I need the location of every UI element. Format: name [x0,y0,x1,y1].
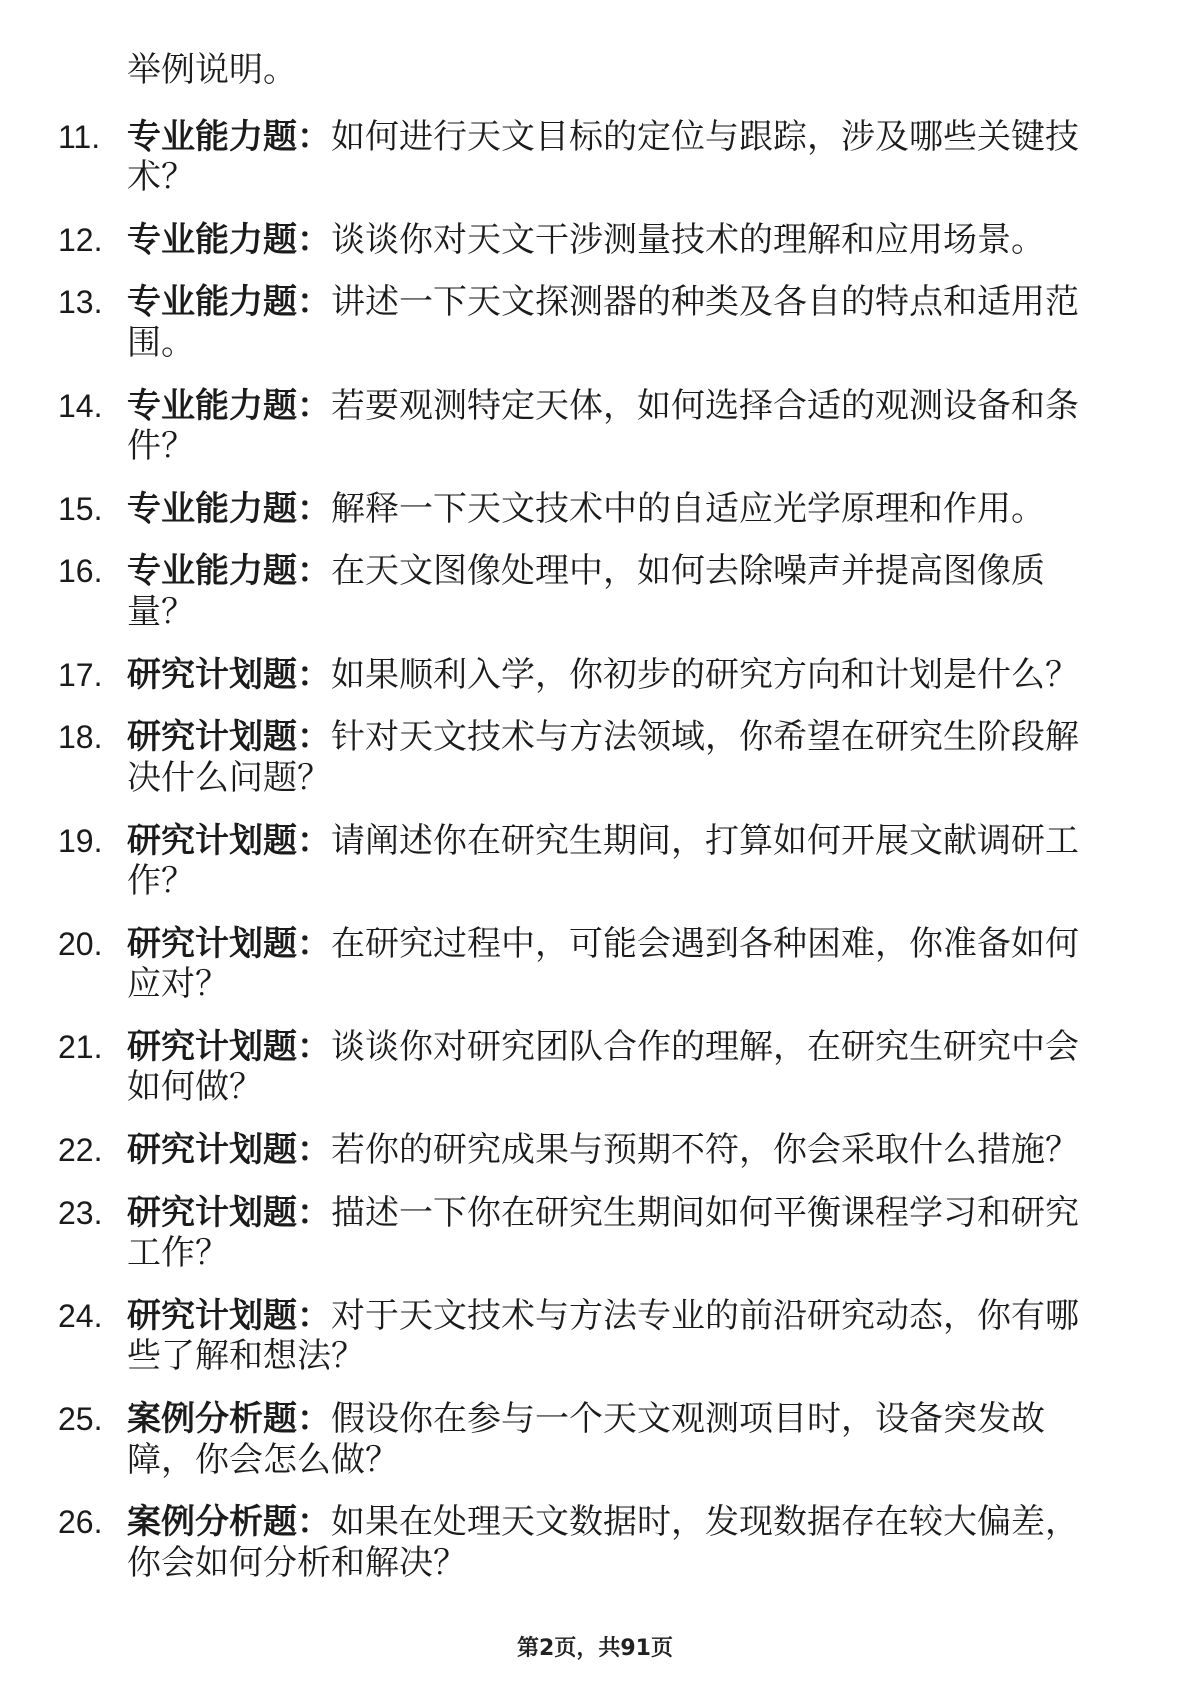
question-category: 专业能力题： [127,488,331,529]
question-category: 研究计划题： [127,820,331,861]
question-category: 专业能力题： [127,551,331,592]
question-number: 21. [58,1028,103,1065]
question-category: 研究计划题： [127,654,331,695]
question-category: 专业能力题： [127,219,331,260]
continuation-text: 举例说明。 [127,50,297,90]
question-number: 18. [58,719,103,756]
question-item [58,219,1087,261]
question-category: 研究计划题： [127,923,331,964]
question-text: 若要观测特定天体，如何选择合适的观测设备和条件？ [127,385,1079,467]
question-item [58,385,1087,467]
question-number: 25. [58,1401,103,1438]
question-category: 研究计划题： [127,717,331,758]
question-category: 案例分析题： [127,1502,331,1543]
question-text: 谈谈你对天文干涉测量技术的理解和应用场景。 [331,219,1045,260]
question-item [58,551,1087,632]
question-text: 在研究过程中，可能会遇到各种困难，你准备如何应对？ [127,923,1079,1005]
question-number: 23. [58,1194,103,1231]
question-text: 描述一下你在研究生期间如何平衡课程学习和研究工作？ [127,1192,1079,1274]
question-item [58,923,1087,1005]
question-text: 假设你在参与一个天文观测项目时，设备突发故障，你会怎么做？ [127,1399,1045,1480]
question-category: 专业能力题： [127,282,331,323]
question-number: 26. [58,1504,103,1541]
question-number: 12. [58,221,103,258]
document-body [0,50,1190,1606]
question-item [58,654,1087,696]
question-item [58,1192,1087,1274]
question-category: 研究计划题： [127,1026,331,1067]
question-category: 研究计划题： [127,1295,331,1336]
question-text: 如果在处理天文数据时，发现数据存在较大偏差，你会如何分析和解决？ [127,1502,1079,1583]
question-text: 对于天文技术与方法专业的前沿研究动态，你有哪些了解和想法？ [127,1295,1079,1377]
question-item [58,116,1087,198]
question-item [58,1130,1087,1171]
question-item [58,1026,1087,1108]
question-number: 15. [58,490,103,527]
question-number: 11. [58,118,101,155]
question-category: 专业能力题： [127,385,331,426]
question-item [58,1399,1087,1480]
question-text: 针对天文技术与方法领域，你希望在研究生阶段解决什么问题？ [127,717,1079,798]
question-category: 专业能力题： [127,116,331,157]
question-item [58,282,1087,363]
question-item [58,820,1087,902]
question-category: 案例分析题： [127,1399,331,1440]
question-number: 17. [58,656,103,693]
question-number: 14. [58,387,103,424]
question-item [58,1295,1087,1377]
question-text: 请阐述你在研究生期间，打算如何开展文献调研工作？ [127,820,1079,901]
question-number: 13. [58,284,103,321]
question-item [58,1502,1087,1583]
question-number: 19. [58,822,103,859]
question-category: 研究计划题： [127,1130,331,1171]
question-number: 20. [58,925,103,962]
question-text: 如何进行天文目标的定位与跟踪，涉及哪些关键技术？ [127,116,1079,197]
question-text: 谈谈你对研究团队合作的理解，在研究生研究中会如何做？ [127,1026,1079,1108]
question-number: 24. [58,1297,103,1334]
question-item [58,488,1087,530]
question-number: 16. [58,553,103,590]
question-text: 在天文图像处理中，如何去除噪声并提高图像质量？ [127,551,1045,632]
question-item [58,717,1087,798]
question-category: 研究计划题： [127,1192,331,1233]
question-text: 若你的研究成果与预期不符，你会采取什么措施？ [331,1130,1079,1171]
question-text: 讲述一下天文探测器的种类及各自的特点和适用范围。 [127,282,1079,363]
question-text: 如果顺利入学，你初步的研究方向和计划是什么？ [331,654,1079,695]
question-number: 22. [58,1132,103,1169]
question-text: 解释一下天文技术中的自适应光学原理和作用。 [331,488,1045,529]
page-number-footer: 第2页，共91页 [517,1636,673,1661]
